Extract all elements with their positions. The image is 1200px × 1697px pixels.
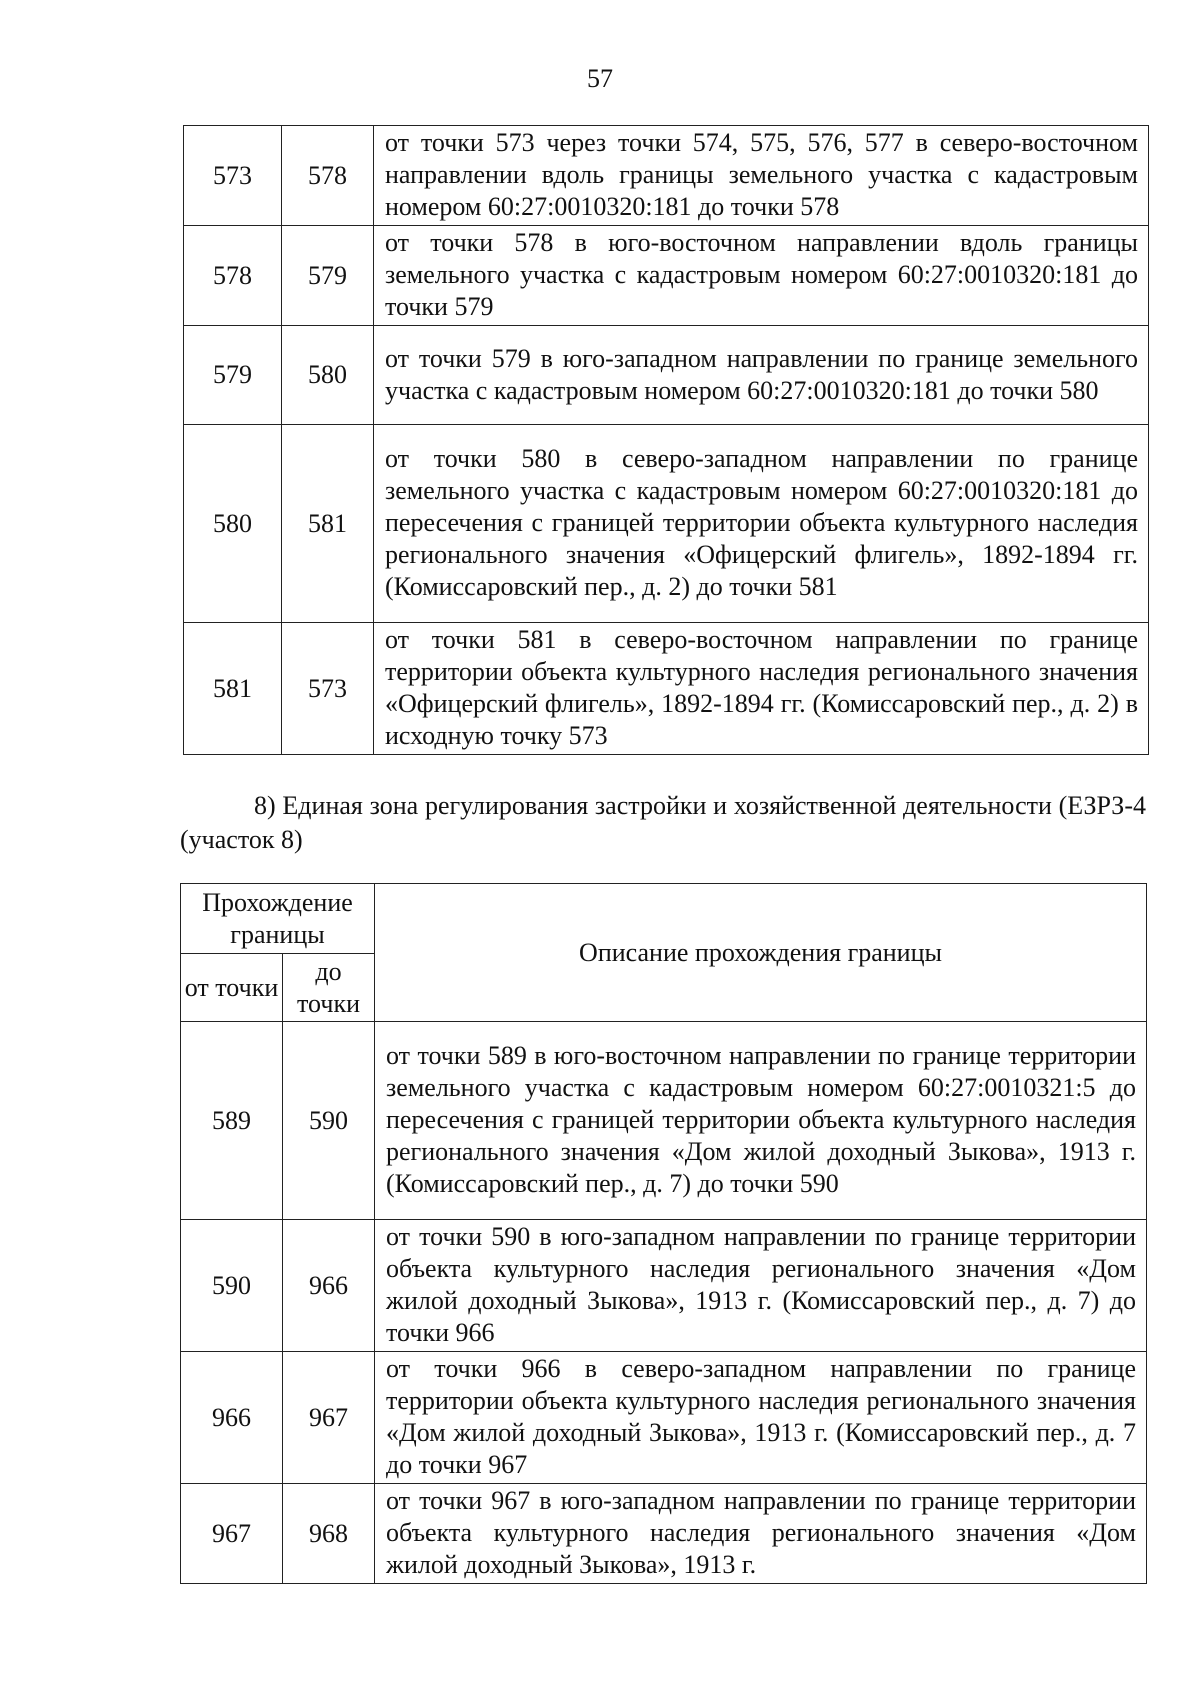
table-row: [181, 1484, 1147, 1584]
to-point-cell: 581: [282, 425, 374, 623]
from-point-cell: 581: [184, 623, 282, 755]
boundary-description-cell: от точки 578 в юго-восточном направлении вдоль границы земельного участка с кадастровым номером 60:27:0010320:181 до точки 579: [374, 226, 1149, 326]
to-point-cell: 590: [283, 1022, 375, 1220]
table-row: [181, 1220, 1147, 1352]
boundary-description-cell: от точки 966 в северо-западном направлении по границе территории объекта культурного наследия регионального значения «Дом жилой доходный Зыкова», 1913 г. (Комиссаровский пер., д. 7 до точки 967: [375, 1352, 1147, 1484]
boundary-description-cell: от точки 579 в юго-западном направлении по границе земельного участка с кадастровым номером 60:27:0010320:181 до точки 580: [374, 326, 1149, 425]
header-from-point: от точки: [181, 954, 283, 1022]
from-point-cell: 589: [181, 1022, 283, 1220]
from-point-cell: 590: [181, 1220, 283, 1352]
from-point-cell: 967: [181, 1484, 283, 1584]
from-point-cell: 580: [184, 425, 282, 623]
boundary-table-continued: [183, 125, 1149, 755]
to-point-cell: 578: [282, 126, 374, 226]
table-row: [184, 226, 1149, 326]
table-header-row: [181, 884, 1147, 954]
to-point-cell: 966: [283, 1220, 375, 1352]
to-point-cell: 579: [282, 226, 374, 326]
header-to-point: до точки: [283, 954, 375, 1022]
boundary-description-cell: от точки 967 в юго-западном направлении по границе территории объекта культурного наследия регионального значения «Дом жилой доходный Зыкова», 1913 г.: [375, 1484, 1147, 1584]
boundary-description-cell: от точки 580 в северо-западном направлении по границе земельного участка с кадастровым номером 60:27:0010320:181 до пересечения с границей территории объекта культурного наследия регионального значения «Офицерский флигель», 1892-1894 гг. (Комиссаровский пер., д. 2) до точки 581: [374, 425, 1149, 623]
from-point-cell: 578: [184, 226, 282, 326]
boundary-description-cell: от точки 590 в юго-западном направлении по границе территории объекта культурного наследия регионального значения «Дом жилой доходный Зыкова», 1913 г. (Комиссаровский пер., д. 7) до точки 966: [375, 1220, 1147, 1352]
boundary-table: [180, 883, 1147, 1584]
boundary-description-cell: от точки 581 в северо-восточном направлении по границе территории объекта культурного наследия регионального значения «Офицерский флигель», 1892-1894 гг. (Комиссаровский пер., д. 2) в исходную точку 573: [374, 623, 1149, 755]
page-number: 57: [587, 64, 613, 93]
table-row: [184, 425, 1149, 623]
to-point-cell: 967: [283, 1352, 375, 1484]
boundary-description-cell: от точки 573 через точки 574, 575, 576, 577 в северо-восточном направлении вдоль границы земельного участка с кадастровым номером 60:27:0010320:181 до точки 578: [374, 126, 1149, 226]
header-boundary-passage: Прохождение границы: [181, 884, 375, 954]
table-row: [181, 1352, 1147, 1484]
from-point-cell: 966: [181, 1352, 283, 1484]
boundary-description-cell: от точки 589 в юго-восточном направлении по границе территории земельного участка с кадастровым номером 60:27:0010321:5 до пересечения с границей территории объекта культурного наследия регионального значения «Дом жилой доходный Зыкова», 1913 г. (Комиссаровский пер., д. 7) до точки 590: [375, 1022, 1147, 1220]
table-row: [184, 623, 1149, 755]
table-row: [184, 326, 1149, 425]
from-point-cell: 579: [184, 326, 282, 425]
section-heading: 8) Единая зона регулирования застройки и хозяйственной деятельности (ЕЗРЗ-4 (участок 8): [180, 791, 1146, 854]
to-point-cell: 573: [282, 623, 374, 755]
header-description: Описание прохождения границы: [375, 884, 1147, 1022]
table-row: [181, 1022, 1147, 1220]
table-row: [184, 126, 1149, 226]
to-point-cell: 580: [282, 326, 374, 425]
to-point-cell: 968: [283, 1484, 375, 1584]
from-point-cell: 573: [184, 126, 282, 226]
